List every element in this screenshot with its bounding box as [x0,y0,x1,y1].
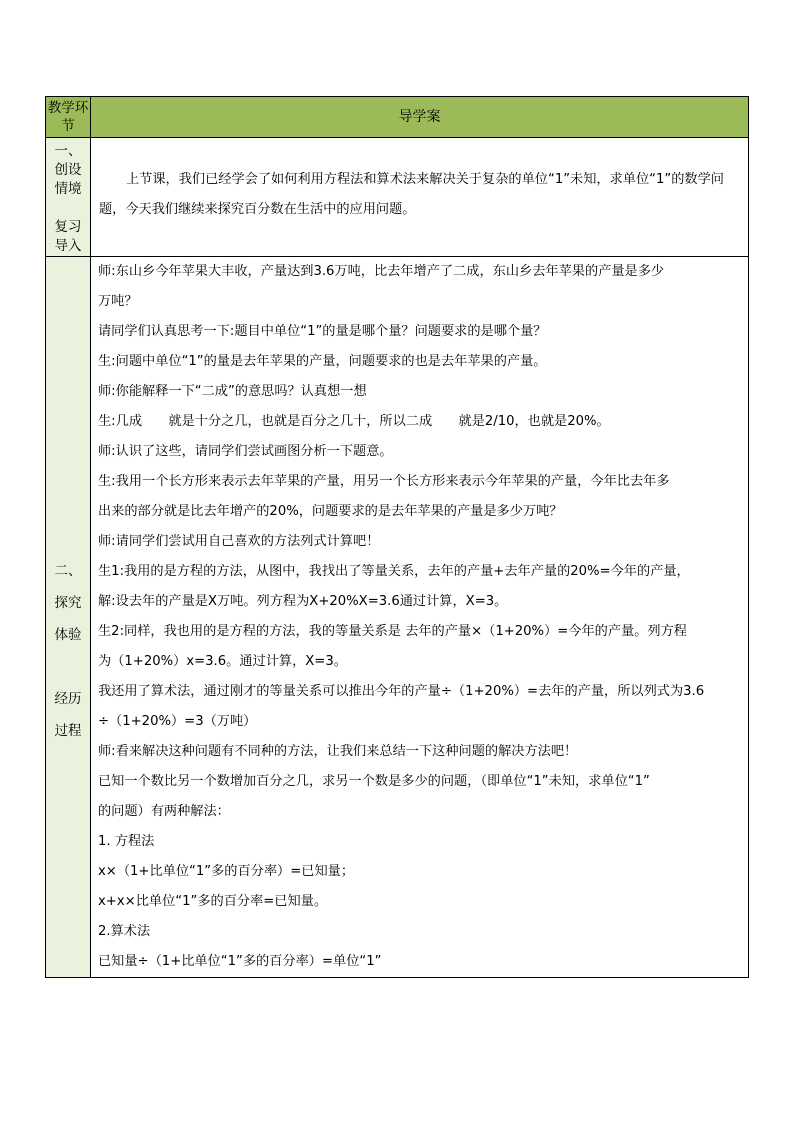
section1-label-line: 一、 [54,143,82,159]
body-line: 万吨？ [98,294,138,309]
body-line: 师:认识了这些，请同学们尝试画图分析一下题意。 [98,444,393,459]
body-line: 为（1+20%）x=3.6。通过计算，X=3。 [98,654,347,669]
section2-label-spacer [46,651,90,683]
section1-content-cell [91,138,749,257]
header-cell-plan [91,97,749,138]
section2-row [46,257,749,978]
body-line: 生:我用一个长方形来表示去年苹果的产量，用另一个长方形来表示今年苹果的产量，今年比去年多 [98,474,670,489]
body-line: 已知一个数比另一个数增加百分之几，求另一个数是多少的问题，（即单位“1”未知，求单位“1” [98,774,650,789]
section2-label [46,257,90,747]
section1-label-line: 导入 [54,238,82,254]
body-line: 的问题）有两种解法： [98,804,230,819]
section2-label-line: 过程 [54,723,82,739]
body-line: 2.算术法 [98,924,151,939]
header-cell-stage [46,97,91,138]
section2-label-cell [46,257,91,978]
section1-label-cell [46,138,91,257]
table-header-row [46,97,749,138]
section2-label-line: 二、 [54,563,82,579]
body-line: 解:设去年的产量是X万吨。列方程为X+20%X=3.6通过计算，X=3。 [98,594,508,609]
body-line: 我还用了算术法，通过刚才的等量关系可以推出今年的产量÷（1+20%）=去年的产量，所以列式为3.6 [98,684,705,699]
body-line: 生2:同样，我也用的是方程的方法，我的等量关系是 去年的产量×（1+20%）=今年的产量。列方程 [98,624,687,639]
body-line: ÷（1+20%）=3（万吨） [98,714,257,729]
body-line: 生:问题中单位“1”的量是去年苹果的产量，问题要求的也是去年苹果的产量。 [98,354,547,369]
body-line: 师:看来解决这种问题有不同种的方法，让我们来总结一下这种问题的解决方法吧！ [98,744,578,759]
section1-label [46,138,90,256]
section2-label-line: 体验 [54,627,82,643]
body-line: 师:东山乡今年苹果大丰收，产量达到3.6万吨，比去年增产了二成，东山乡去年苹果的产量是多少 [98,264,665,279]
section1-paragraph [91,138,748,246]
section2-label-line: 探究 [54,595,82,611]
section1-label-line: 创设 [54,162,82,178]
body-line: 生1:我用的是方程的方法，从图中，我找出了等量关系，去年的产量+去年产量的20%=今年的产量， [98,564,690,579]
header-stage-label: 教学环节 [47,100,89,134]
body-line: 生:几成 就是十分之几，也就是百分之几十，所以二成 就是2/10，也就是20%。 [98,414,610,429]
body-line: 1. 方程法 [98,834,155,849]
section2-body [91,257,748,977]
body-line: x×（1+比单位“1”多的百分率）=已知量； [98,864,355,879]
body-line: 师:你能解释一下“二成”的意思吗？认真想一想 [98,384,367,399]
body-line: 出来的部分就是比去年增产的20%，问题要求的是去年苹果的产量是多少万吨？ [98,504,563,519]
section1-label-line: 复习 [54,219,82,235]
section1-label-spacer [46,199,90,218]
lesson-plan-table [45,96,749,978]
section1-row [46,138,749,257]
section2-content-cell [91,257,749,978]
section2-label-line: 经历 [54,691,82,707]
body-line: 已知量÷（1+比单位“1”多的百分率）=单位“1” [98,954,382,969]
header-plan-title: 导学案 [398,109,441,125]
body-line: x+x×比单位“1”多的百分率=已知量。 [98,894,328,909]
section1-text: 上节课，我们已经学会了如何利用方程法和算术法来解决关于复杂的单位“1”未知，求单位“1”的数学问题，今天我们继续来探究百分数在生活中的应用问题。 [99,172,724,217]
section1-label-line: 情境 [54,181,82,197]
body-line: 请同学们认真思考一下:题目中单位“1”的量是哪个量？问题要求的是哪个量？ [98,324,547,339]
body-line: 师:请同学们尝试用自己喜欢的方法列式计算吧！ [98,534,380,549]
